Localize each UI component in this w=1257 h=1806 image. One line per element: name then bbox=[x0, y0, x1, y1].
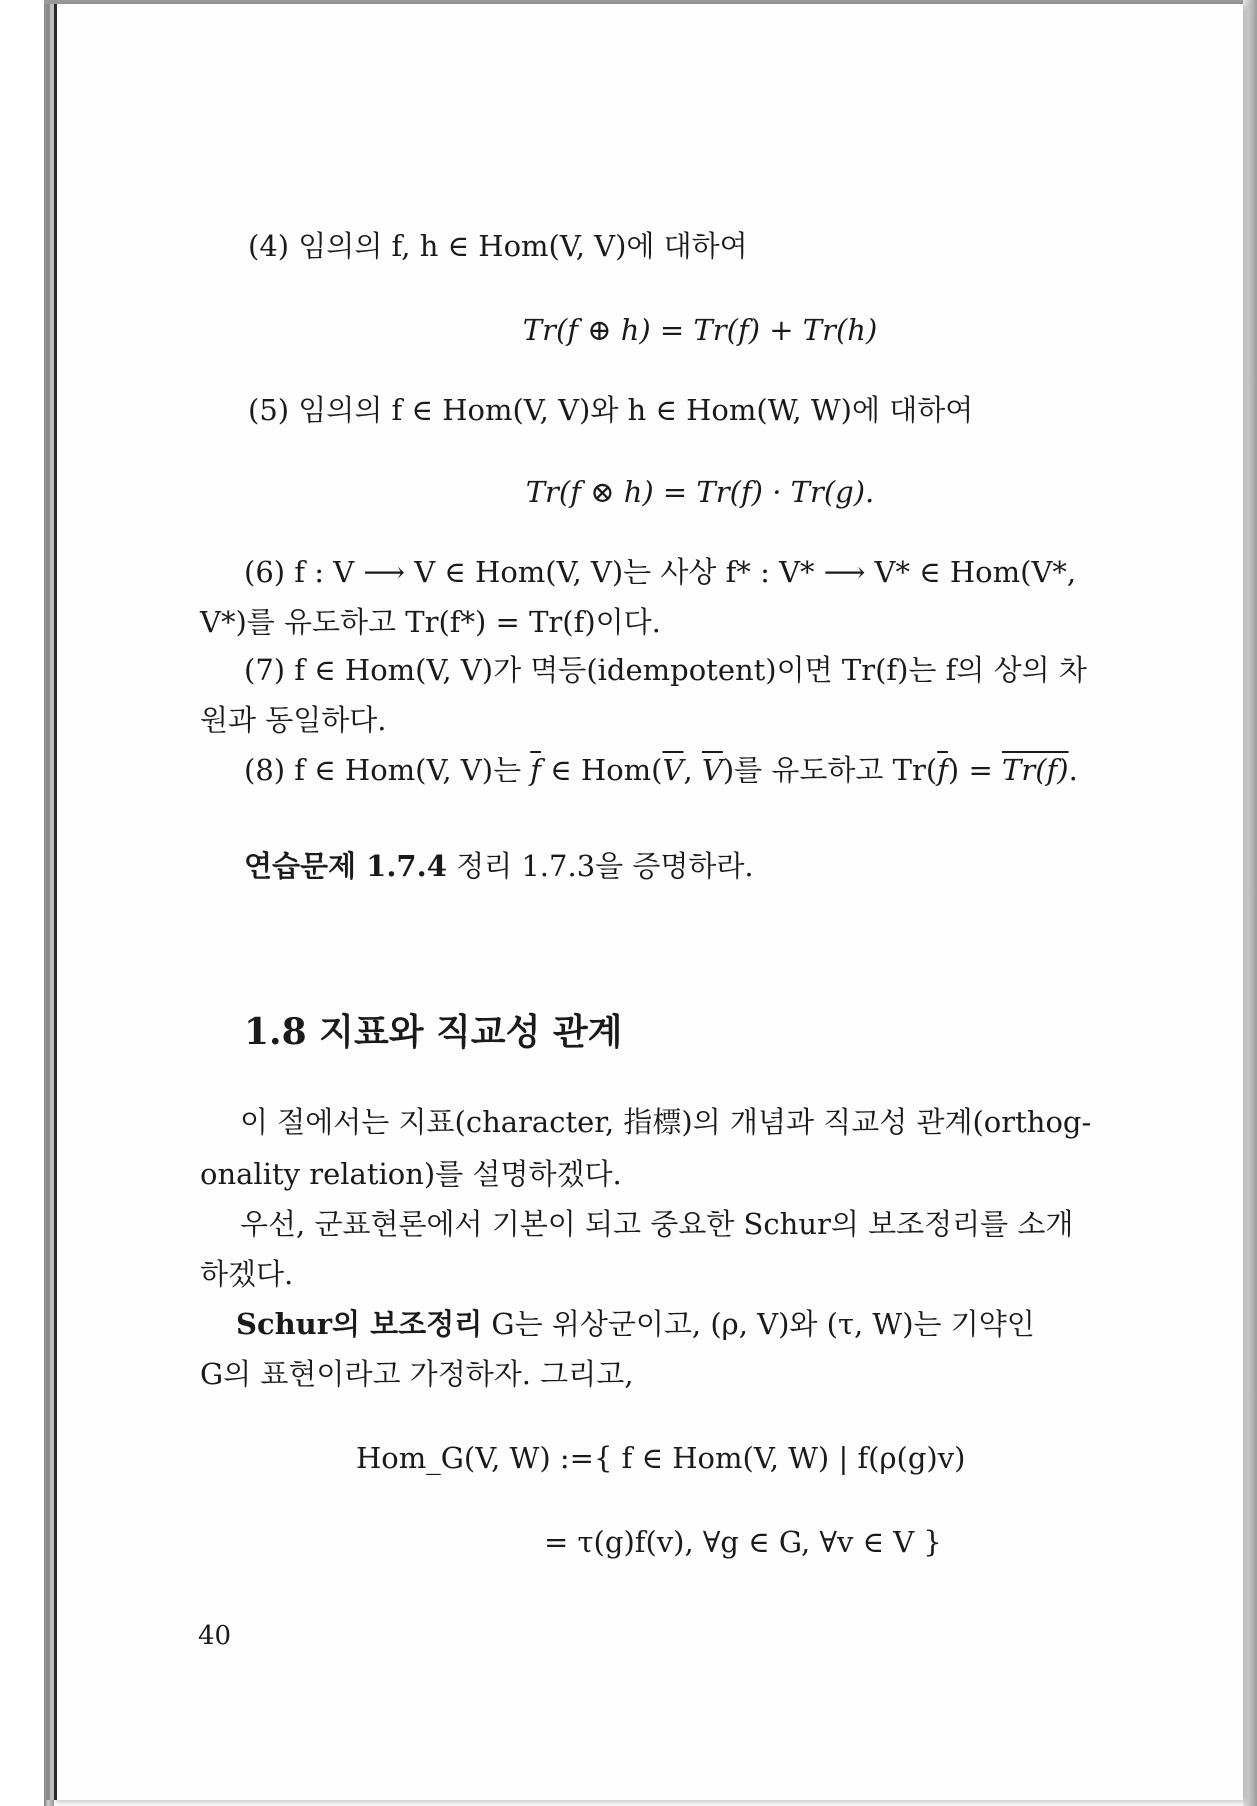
page-number: 40 bbox=[198, 1621, 232, 1651]
lemma-line-1 bbox=[236, 1306, 1035, 1342]
f-bar-symbol-2: $\overline{f}$ bbox=[937, 753, 948, 787]
page-right-edge bbox=[1243, 0, 1257, 1806]
item-5-intro: (5) 임의의 f ∈ Hom(V, V)와 h ∈ Hom(W, W)에 대하여 bbox=[248, 393, 974, 427]
item-4-formula: Tr(f ⊕ h) = Tr(f) + Tr(h) bbox=[522, 313, 878, 347]
lemma-text: G는 위상군이고, (ρ, V)와 (τ, W)는 기약인 bbox=[482, 1307, 1035, 1341]
item-6-line-2: V*)를 유도하고 Tr(f*) = Tr(f)이다. bbox=[200, 605, 661, 639]
v-bar-symbol-2: $\overline{V}$ bbox=[701, 753, 723, 787]
hom-definition-line-1: Hom_G(V, W) :={ f ∈ Hom(V, W) | f(ρ(g)v) bbox=[356, 1441, 966, 1475]
exercise-line bbox=[244, 848, 754, 884]
item-7-line-1: (7) f ∈ Hom(V, V)가 멱등(idempotent)이면 Tr(f)는 f의 상의 차 bbox=[244, 653, 1087, 687]
para-2-line-2: 하겠다. bbox=[200, 1257, 294, 1291]
item-8-line bbox=[244, 752, 1078, 788]
book-spine bbox=[44, 0, 54, 1806]
hom-definition-line-2: = τ(g)f(v), ∀g ∈ G, ∀v ∈ V } bbox=[544, 1525, 942, 1559]
para-2-line-1: 우선, 군표현론에서 기본이 되고 중요한 Schur의 보조정리를 소개 bbox=[240, 1207, 1074, 1241]
item-8-comma: , bbox=[683, 753, 702, 787]
item-8-prefix: (8) f ∈ Hom(V, V)는 bbox=[244, 753, 531, 787]
tr-f-bar: Tr(f) bbox=[1001, 753, 1069, 787]
lemma-line-2: G의 표현이라고 가정하자. 그리고, bbox=[200, 1357, 634, 1391]
item-8-hom: ∈ Hom( bbox=[541, 753, 663, 787]
item-7-line-2: 원과 동일하다. bbox=[200, 703, 387, 737]
item-4-intro: (4) 임의의 f, h ∈ Hom(V, V)에 대하여 bbox=[248, 229, 748, 263]
exercise-text: 정리 1.7.3을 증명하라. bbox=[446, 849, 754, 883]
item-5-formula: Tr(f ⊗ h) = Tr(f) · Tr(g). bbox=[525, 475, 875, 509]
item-6-line-1: (6) f : V ⟶ V ∈ Hom(V, V)는 사상 f* : V* ⟶ V* ∈ Hom(V*, bbox=[244, 555, 1077, 589]
item-8-equals: ) = bbox=[947, 753, 1002, 787]
para-1-line-2: onality relation)를 설명하겠다. bbox=[200, 1157, 622, 1191]
f-bar-symbol: $\overline{f}$ bbox=[530, 753, 542, 787]
item-8-end: . bbox=[1068, 753, 1078, 787]
v-bar-symbol-1: $\overline{V}$ bbox=[662, 753, 684, 787]
lemma-label: Schur의 보조정리 bbox=[236, 1307, 483, 1341]
exercise-label: 연습문제 1.7.4 bbox=[244, 849, 447, 883]
para-1-line-1: 이 절에서는 지표(character, 指標)의 개념과 직교성 관계(orthog- bbox=[240, 1105, 1092, 1139]
section-heading: 1.8 지표와 직교성 관계 bbox=[244, 1011, 623, 1053]
item-8-induce: )를 유도하고 Tr( bbox=[722, 753, 938, 787]
